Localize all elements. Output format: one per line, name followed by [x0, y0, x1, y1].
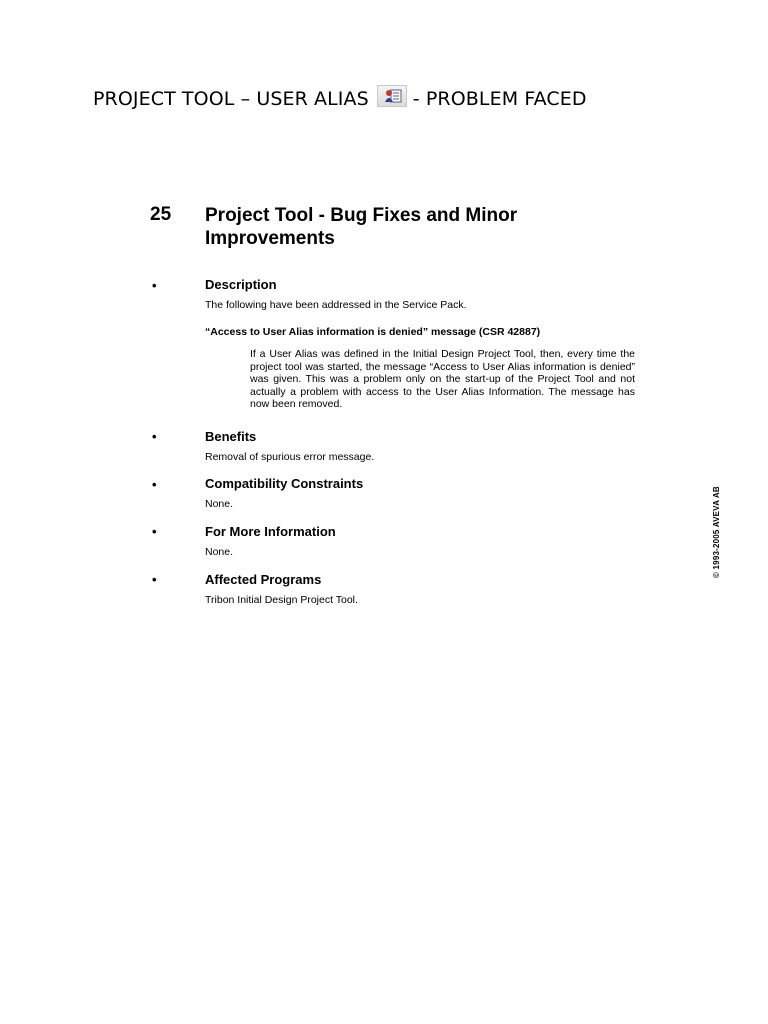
section-title: Project Tool - Bug Fixes and Minor Improvements [205, 205, 518, 249]
user-alias-icon [377, 85, 407, 107]
affected-heading: Affected Programs [205, 572, 322, 587]
issue-title: “Access to User Alias information is denied” message (CSR 42887) [205, 326, 541, 338]
section-number: 25 [150, 204, 172, 225]
description-heading: Description [205, 277, 277, 292]
bullet-compatibility: • [152, 477, 157, 492]
benefits-text: Removal of spurious error message. [205, 451, 375, 463]
copyright-notice: © 1993-2005 AVEVA AB [712, 486, 721, 578]
page-title-left: PROJECT TOOL – USER ALIAS [93, 88, 369, 110]
compatibility-heading: Compatibility Constraints [205, 476, 364, 491]
affected-text: Tribon Initial Design Project Tool. [205, 594, 358, 606]
bullet-benefits: • [152, 429, 157, 444]
issue-text: If a User Alias was defined in the Initial Design Project Tool, then, every time the project tool was started, the message “Access to User Alias information is denied” was given. This was a problem only on the start-up of the Project Tool and not actually a problem with access to the User Alias Information. The message has now been removed. [250, 348, 635, 410]
user-alias-icon-graphic [384, 88, 402, 104]
description-text: The following have been addressed in the Service Pack. [205, 299, 467, 311]
page-title-right: - PROBLEM FACED [412, 88, 587, 110]
bullet-affected: • [152, 572, 157, 587]
bullet-description: • [152, 278, 157, 293]
more-info-heading: For More Information [205, 524, 336, 539]
more-info-text: None. [205, 546, 234, 558]
benefits-heading: Benefits [205, 429, 257, 444]
page-header [93, 88, 587, 110]
bullet-more-info: • [152, 524, 157, 539]
compatibility-text: None. [205, 498, 234, 510]
